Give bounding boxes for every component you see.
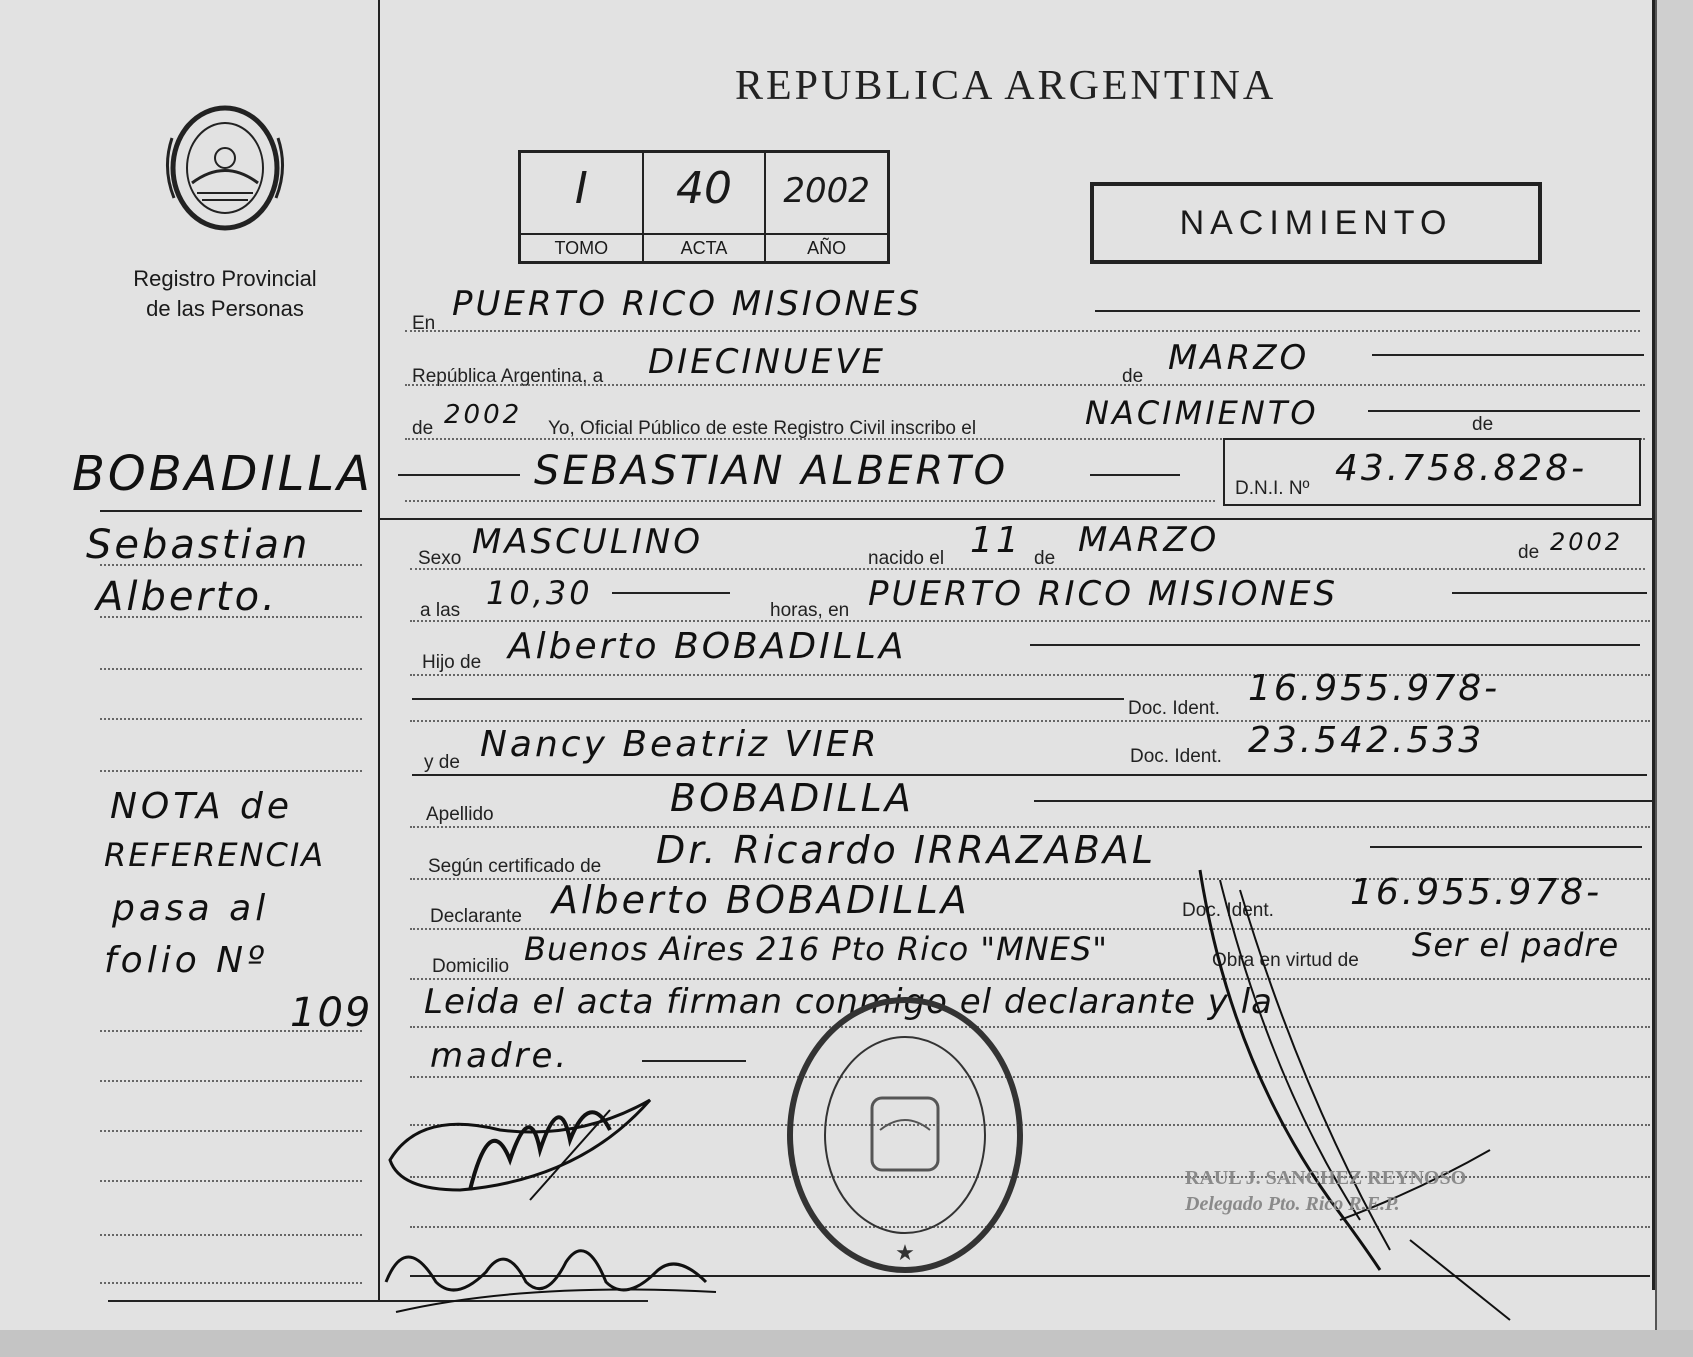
margin-note-2: REFERENCIA [104,836,326,874]
dots-4 [405,500,1215,502]
margin-note-3: pasa al [112,888,270,929]
doc-ident-3-label: Doc. Ident. [1182,900,1274,921]
dia-nac-entry: 11 [970,520,1022,561]
de-anio-nac-label: de [1518,542,1540,563]
en-label: En [412,313,436,334]
dots-2 [405,384,1645,386]
margin-note-4: folio Nº [104,940,269,981]
margin-dots-2 [100,616,362,618]
madre-entry: Nancy Beatriz VIER [480,724,880,765]
de-anio-label: de [412,418,434,439]
medico-entry: Dr. Ricardo IRRAZABAL [656,828,1157,872]
rule-4b [1090,474,1180,476]
margin-dots-1 [100,564,362,566]
margin-note-1: NOTA de [110,786,294,827]
acta-box [518,150,890,264]
signature-official-icon [1190,860,1520,1330]
rule-6b [1452,592,1647,594]
de-mes-label: de [1122,366,1144,387]
signature-madre-icon [376,1212,736,1322]
sexo-entry: MASCULINO [472,522,703,562]
svg-text:★: ★ [895,1240,915,1265]
de-persona-label: de [1472,414,1494,435]
margin-dots-5 [100,770,362,772]
margin-dots-10 [100,1234,362,1236]
registry-line-1: Registro Provincial [133,266,317,291]
hora-entry: 10,30 [486,574,593,612]
signature-declarante-icon [380,1070,670,1230]
tomo-value: I [574,163,588,214]
margin-given-1: Sebastian [86,522,311,568]
padre-entry: Alberto BOBADILLA [508,626,907,667]
dni-label: D.N.I. Nº [1235,478,1310,499]
rule-4a [398,474,520,476]
rule-8 [412,698,1124,700]
margin-dots-9 [100,1180,362,1182]
nota-line-1: Leida el acta firman conmigo el declarante y la [424,982,1273,1022]
rule-1 [1095,310,1640,312]
registry-stamp-icon [780,990,1030,1280]
nacido-label: nacido el [868,548,945,569]
country-title: REPUBLICA ARGENTINA [735,63,1277,109]
margin-note-5: 109 [290,990,373,1036]
registry-line-2: de las Personas [146,296,304,321]
tomo-cell [521,153,644,261]
rule-10 [1034,800,1654,802]
dots-1 [405,330,1640,332]
act-type-box: NACIMIENTO [1090,182,1542,264]
faded-official-stamp [1185,1165,1466,1217]
dots-6 [410,620,1650,622]
registry-name [100,264,350,324]
anio-entry: 2002 [444,400,523,430]
de-mes-nac-label: de [1034,548,1056,569]
nota-line-2: madre. [430,1036,570,1076]
obra-label: Obra en virtud de [1212,950,1359,971]
apellido-entry: BOBADILLA [670,776,914,820]
segun-label: Según certificado de [428,856,602,877]
anio-label: AÑO [766,233,887,261]
acta-value: 40 [676,163,732,214]
margin-dots-11 [100,1282,362,1284]
padre-doc-entry: 16.955.978- [1248,668,1501,709]
acta-cell [644,153,767,261]
mes-nac-entry: MARZO [1078,520,1220,560]
margin-dots-7 [100,1080,362,1082]
madre-doc-entry: 23.542.533 [1248,720,1485,761]
rule-15 [642,1060,746,1062]
y-de-label: y de [424,752,460,773]
domicilio-label: Domicilio [432,956,510,977]
page-edge-bottom [0,1330,1693,1357]
domicilio-entry: Buenos Aires 216 Pto Rico "MNES" [524,930,1108,968]
sexo-label: Sexo [418,548,462,569]
anio-nac-entry: 2002 [1550,528,1624,556]
rule-9 [412,774,1647,776]
oficial-label: Yo, Oficial Público de este Registro Civil inscribo el [548,418,977,439]
doc-ident-2-label: Doc. Ident. [1130,746,1222,767]
page-edge-right [1655,0,1693,1357]
margin-surname: BOBADILLA [72,446,373,502]
nombre-entry: SEBASTIAN ALBERTO [534,448,1009,494]
obra-entry: Ser el padre [1412,926,1620,964]
horas-label: horas, en [770,600,850,621]
mes-entry: MARZO [1168,338,1310,378]
faded-stamp-line-2: Delegado Pto. Rico R.E.P. [1185,1193,1400,1215]
margin-dots-6 [100,1030,362,1032]
tipo-entry: NACIMIENTO [1085,394,1319,432]
rule-3 [1368,410,1640,412]
margin-dots-3 [100,668,362,670]
anio-cell [766,153,887,261]
margin-dots-4 [100,718,362,720]
rule-11 [1370,846,1642,848]
declarante-label: Declarante [430,906,522,927]
dni-entry: 43.758.828- [1335,448,1588,489]
anio-value: 2002 [783,171,870,211]
rule-2 [1372,354,1644,356]
tomo-label: TOMO [521,233,642,261]
margin-dots-8 [100,1130,362,1132]
lugar-entry: PUERTO RICO MISIONES [452,284,923,324]
dia-entry: DIECINUEVE [648,342,887,382]
rule-6a [612,592,730,594]
declarante-doc-entry: 16.955.978- [1350,872,1603,913]
republica-label: República Argentina, a [412,366,604,387]
margin-given-2: Alberto. [96,574,278,620]
declarante-entry: Alberto BOBADILLA [552,878,970,922]
doc-ident-1-label: Doc. Ident. [1128,698,1220,719]
rule-7 [1030,644,1640,646]
acta-label: ACTA [644,233,765,261]
province-seal-icon [162,98,288,238]
lugar-nac-entry: PUERTO RICO MISIONES [868,574,1339,614]
a-las-label: a las [420,600,461,621]
faded-stamp-line-1: RAUL J. SANCHEZ REYNOSO [1185,1167,1467,1189]
apellido-label: Apellido [426,804,494,825]
margin-rule-1 [100,510,362,512]
dots-5 [410,568,1645,570]
hijo-label: Hijo de [422,652,482,673]
